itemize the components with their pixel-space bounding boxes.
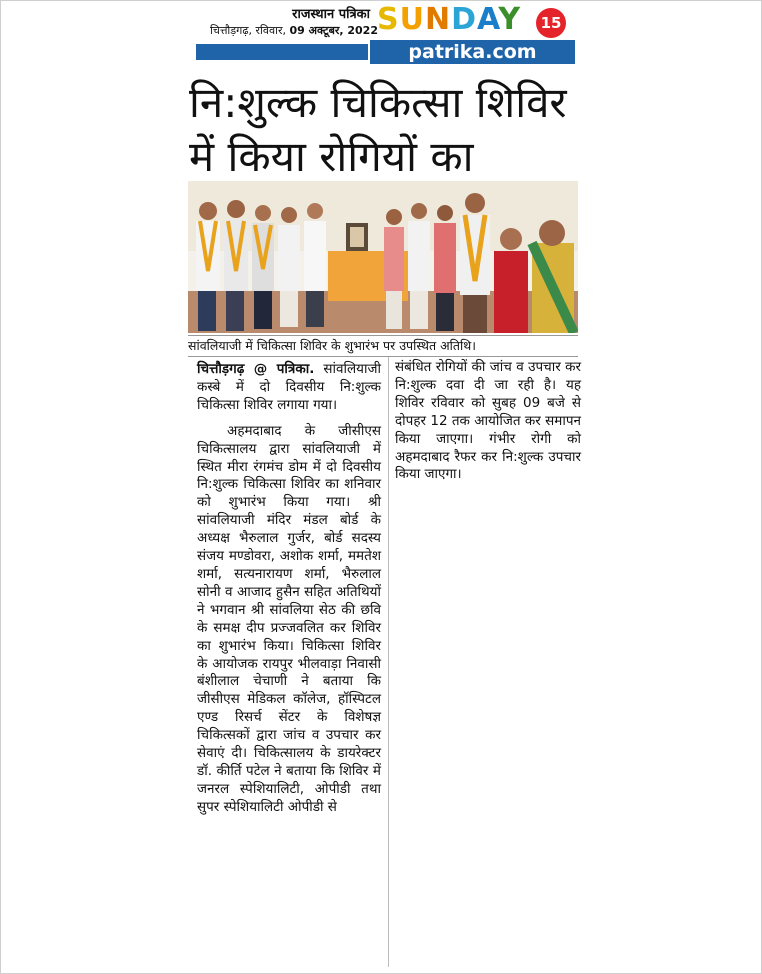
- page-number-badge: 15: [536, 8, 566, 38]
- event-photo: [188, 181, 578, 333]
- masthead-blue-strip: [196, 44, 368, 60]
- column-divider: [388, 357, 389, 967]
- article-column-2: [395, 359, 581, 484]
- article-column-1: [197, 361, 381, 817]
- photo-caption: सांवलियाजी में चिकित्सा शिविर के शुभारंभ पर उपस्थित अतिथि।: [188, 335, 578, 357]
- site-url[interactable]: patrika.com: [370, 40, 575, 64]
- article-intro: सांवलियाजी कस्बे में दो दिवसीय नि:शुल्क चिकित्सा शिविर लगाया गया।: [197, 361, 381, 413]
- edition-letter: A: [477, 2, 499, 37]
- masthead: [210, 6, 378, 39]
- edition-letter: U: [399, 2, 425, 37]
- dateline-date: 09 अक्टूबर, 2022: [289, 24, 378, 37]
- article-continuation: संबंधित रोगियों की जांच व उपचार कर नि:शुल्क दवा दी जा रही है। यह शिविर रविवार को सुबह 09 बजे से दोपहर 12 तक आयोजित कर समापन किया जाएगा। गंभीर रोगी को अहमदाबाद रैफर कर नि:शुल्क उपचार किया जाएगा।: [395, 359, 581, 483]
- paper-name: राजस्थान पत्रिका: [292, 7, 370, 22]
- dateline-place: चित्तौड़गढ़, रविवार,: [210, 24, 286, 37]
- edition-letter: D: [451, 2, 477, 37]
- edition-title: [377, 2, 522, 37]
- article-body: अहमदाबाद के जीसीएस चिकित्सालय द्वारा सांवलियाजी में स्थित मीरा रंगमंच डोम में दो दिवसीय नि:शुल्क चिकित्सा शिविर का शनिवार को शुभारंभ किया गया। श्री सांवलियाजी मंदिर मंडल बोर्ड के अध्यक्ष भैरुलाल गुर्जर, बोर्ड सदस्य संजय मण्डोवरा, अशोक शर्मा, ममतेश शर्मा, सत्यनारायण शर्मा, भैरुलाल सोनी व आजाद हुसैन सहित अतिथियों ने भगवान श्री सांवलिया सेठ की छवि के समक्ष दीप प्रज्जवलित कर शिविर का शुभारंभ किया। चिकित्सा शिविर के आयोजक रायपुर भीलवाड़ा निवासी बंशीलाल चेचाणी ने बताया कि जीसीएस मेडिकल कॉलेज, हॉस्पिटल एण्ड रिसर्च सेंटर के विशेषज्ञ चिकित्सकों द्वारा जांच व उपचार कर सेवाएं दी। चिकित्सालय के डायरेक्टर डॉ. कीर्ति पटेल ने बताया कि शिविर में जनरल स्पेशियालिटी, ओपीडी तथा सुपर स्पेशियालिटी ओपीडी से: [197, 422, 381, 815]
- dateline: [210, 23, 378, 39]
- byline: चित्तौड़गढ़ @ पत्रिका.: [197, 361, 315, 377]
- headline: नि:शुल्क चिकित्सा शिविर में किया रोगियों का: [189, 78, 567, 181]
- edition-letter: Y: [498, 2, 522, 37]
- edition-letter: N: [424, 2, 452, 37]
- edition-letter: S: [377, 2, 400, 37]
